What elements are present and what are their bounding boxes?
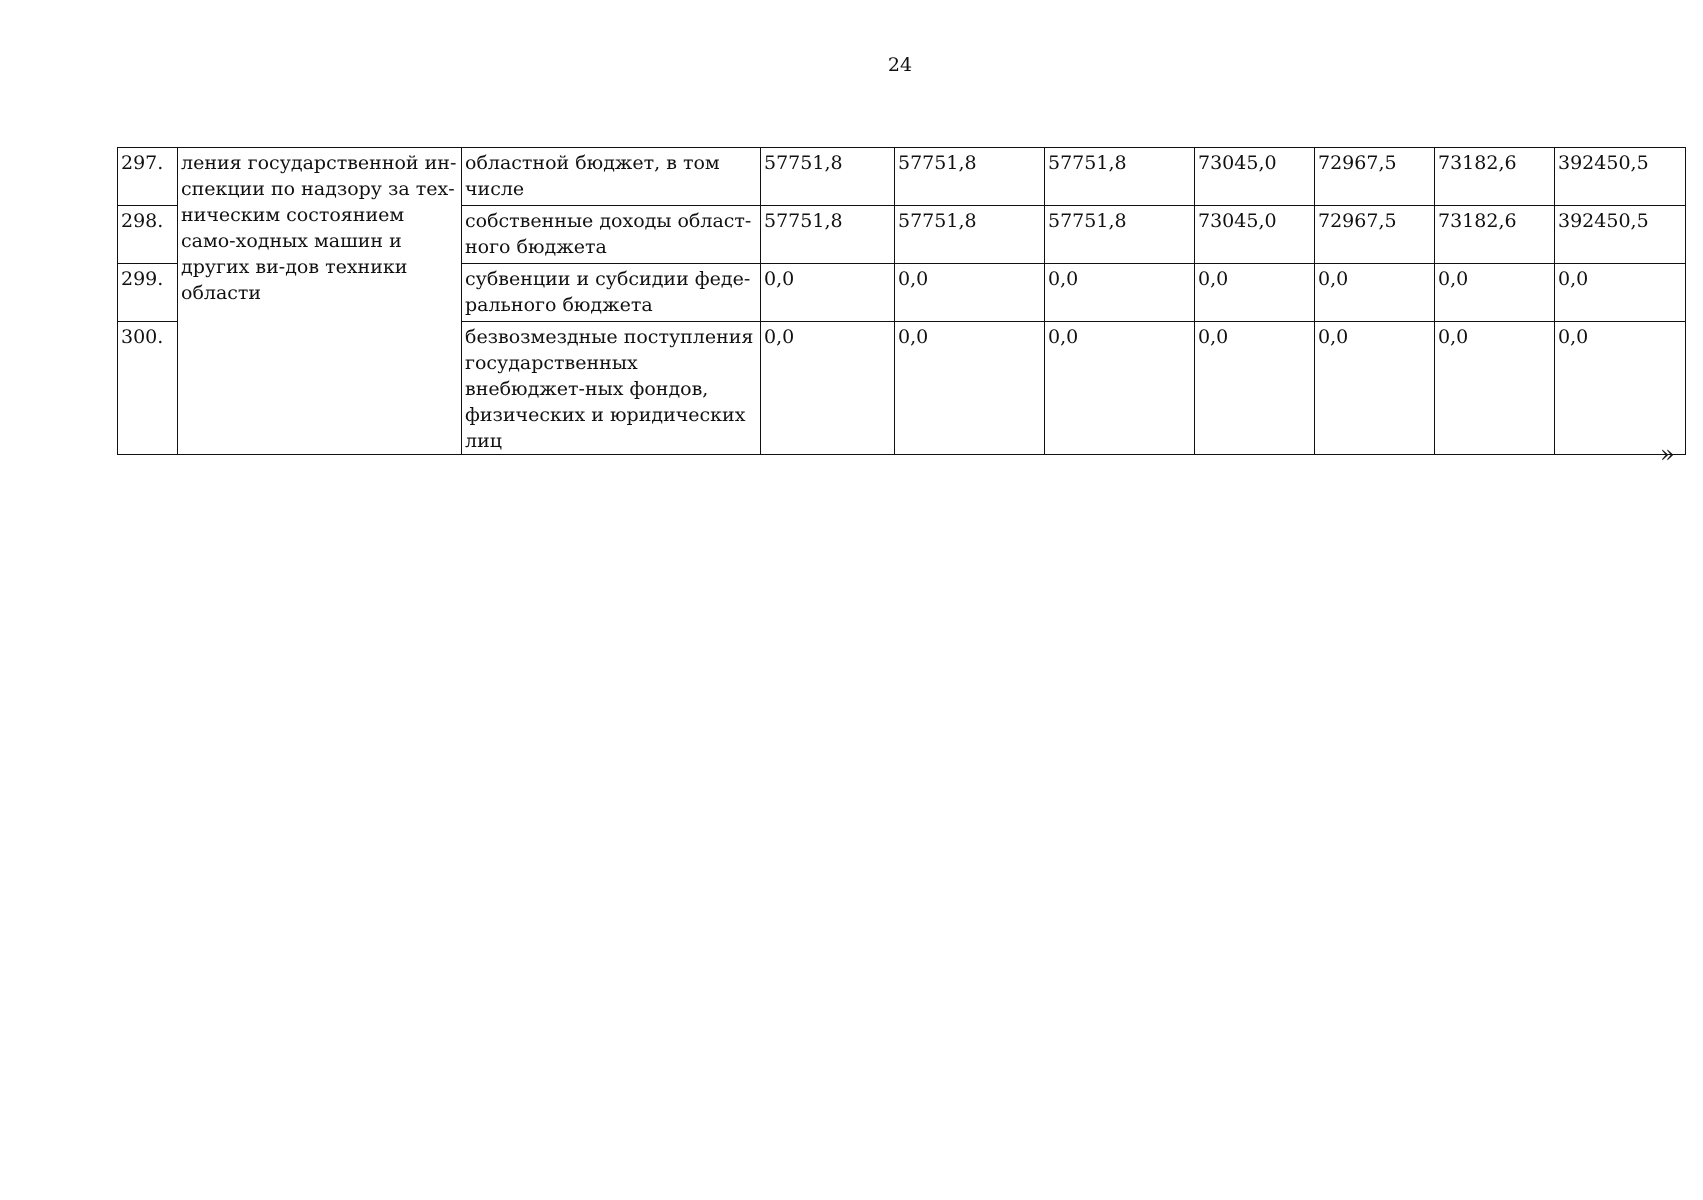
value-cell: 57751,8	[895, 206, 1045, 264]
total-cell: 0,0	[1555, 322, 1686, 455]
value-cell: 0,0	[1435, 264, 1555, 322]
value-cell: 73182,6	[1435, 206, 1555, 264]
continuation-mark: »	[1660, 440, 1675, 468]
value-cell: 0,0	[1045, 322, 1195, 455]
value-cell: 0,0	[895, 322, 1045, 455]
value-cell: 0,0	[761, 322, 895, 455]
value-cell: 0,0	[895, 264, 1045, 322]
row-number: 299.	[118, 264, 178, 322]
value-cell: 73045,0	[1195, 148, 1315, 206]
funding-source: областной бюджет, в том числе	[462, 148, 761, 206]
budget-table	[117, 147, 1686, 455]
value-cell: 0,0	[1045, 264, 1195, 322]
funding-source: собственные доходы област-ного бюджета	[462, 206, 761, 264]
value-cell: 73182,6	[1435, 148, 1555, 206]
value-cell: 57751,8	[895, 148, 1045, 206]
value-cell: 0,0	[1195, 264, 1315, 322]
value-cell: 0,0	[1315, 322, 1435, 455]
value-cell: 72967,5	[1315, 148, 1435, 206]
value-cell: 57751,8	[761, 148, 895, 206]
total-cell: 0,0	[1555, 264, 1686, 322]
value-cell: 72967,5	[1315, 206, 1435, 264]
value-cell: 0,0	[1195, 322, 1315, 455]
value-cell: 57751,8	[761, 206, 895, 264]
row-number: 300.	[118, 322, 178, 455]
row-number: 297.	[118, 148, 178, 206]
value-cell: 73045,0	[1195, 206, 1315, 264]
funding-source: безвозмездные поступления государственных внебюджет-ных фондов, физических и юридических лиц	[462, 322, 761, 455]
value-cell: 57751,8	[1045, 148, 1195, 206]
total-cell: 392450,5	[1555, 148, 1686, 206]
row-number: 298.	[118, 206, 178, 264]
value-cell: 0,0	[1435, 322, 1555, 455]
table-row	[118, 148, 1686, 206]
funding-source: субвенции и субсидии феде-рального бюджета	[462, 264, 761, 322]
value-cell: 57751,8	[1045, 206, 1195, 264]
total-cell: 392450,5	[1555, 206, 1686, 264]
value-cell: 0,0	[1315, 264, 1435, 322]
program-name-cell: ления государственной ин-спекции по надзору за тех-ническим состоянием само-ходных машин и других ви-дов техники области	[178, 148, 462, 455]
page-number: 24	[887, 54, 913, 76]
value-cell: 0,0	[761, 264, 895, 322]
